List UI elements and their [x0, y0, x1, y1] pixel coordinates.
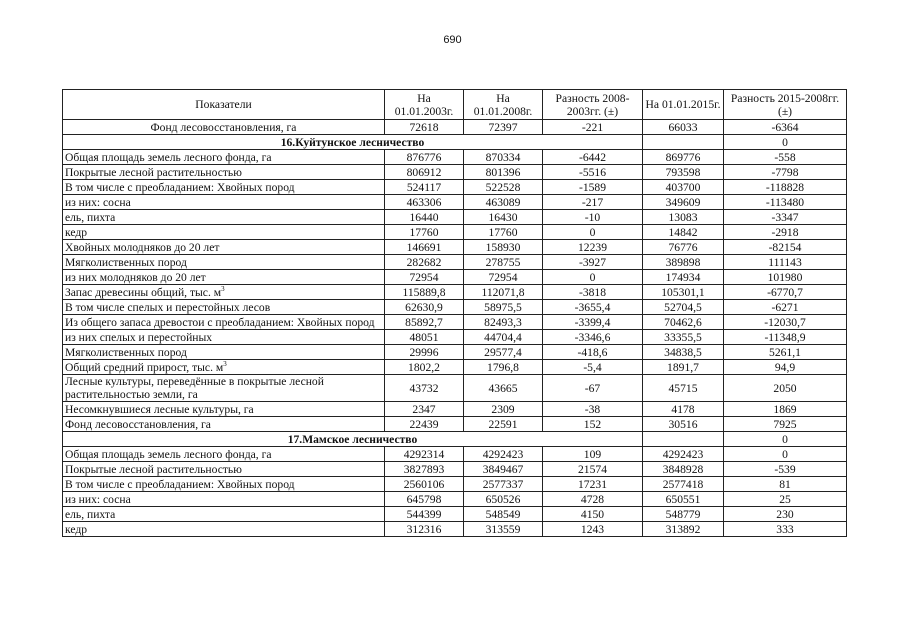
cell-diff-2015-2008: 94,9 [724, 360, 847, 375]
cell-diff-2008-2003: -5,4 [543, 360, 643, 375]
table-row [63, 285, 847, 300]
row-label [63, 375, 385, 402]
cell-2003: 544399 [385, 507, 464, 522]
cell-2008: 82493,3 [464, 315, 543, 330]
cell-2008: 650526 [464, 492, 543, 507]
cell-2015: 105301,1 [643, 285, 724, 300]
header-2008: На 01.01.2008г. [464, 90, 543, 120]
row-label-text: В том числе спелых и перестойных лесов [65, 300, 271, 314]
row-label [63, 360, 385, 375]
row-label-text: кедр [65, 522, 88, 536]
table-row [63, 507, 847, 522]
cell-2003: 22439 [385, 417, 464, 432]
cell-diff-2015-2008: 25 [724, 492, 847, 507]
row-label: Фонд лесовосстановления, га [63, 120, 385, 135]
row-label-text: Хвойных молодняков до 20 лет [65, 240, 220, 254]
cell-2008: 3849467 [464, 462, 543, 477]
cell-diff-2008-2003: 4728 [543, 492, 643, 507]
cell-2015: 76776 [643, 240, 724, 255]
row-label [63, 180, 385, 195]
cell-2003: 115889,8 [385, 285, 464, 300]
row-label [63, 330, 385, 345]
cell-diff-2015-2008: -118828 [724, 180, 847, 195]
cell-diff-2008-2003: -1589 [543, 180, 643, 195]
cell-2015: 13083 [643, 210, 724, 225]
cell-2015: 869776 [643, 150, 724, 165]
row-label [63, 507, 385, 522]
cell-diff-2015-2008: -82154 [724, 240, 847, 255]
cell-diff-2008-2003: 109 [543, 447, 643, 462]
row-label-text: Несомкнувшиеся лесные культуры, га [65, 402, 254, 416]
cell-2008: 463089 [464, 195, 543, 210]
cell-2015: 650551 [643, 492, 724, 507]
forest-fund-table [62, 89, 847, 537]
cell-diff-2008-2003: 152 [543, 417, 643, 432]
cell-2008: 72397 [464, 120, 543, 135]
cell-2008: 72954 [464, 270, 543, 285]
page-number: 690 [443, 34, 462, 46]
cell-2015: 34838,5 [643, 345, 724, 360]
cell-2008: 870334 [464, 150, 543, 165]
cell-2003: 312316 [385, 522, 464, 537]
header-indicators: Показатели [63, 90, 385, 120]
cell-diff-2008-2003: -3399,4 [543, 315, 643, 330]
cell-diff-2015-2008: -11348,9 [724, 330, 847, 345]
cell-diff-2008-2003: -3655,4 [543, 300, 643, 315]
cell-2003: 72954 [385, 270, 464, 285]
cell-diff-2015-2008: -6770,7 [724, 285, 847, 300]
cell-2008: 4292423 [464, 447, 543, 462]
table-row [63, 210, 847, 225]
cell-2015: 4178 [643, 402, 724, 417]
cell-diff-2015-2008: -539 [724, 462, 847, 477]
cell-2003: 17760 [385, 225, 464, 240]
cell-2008: 17760 [464, 225, 543, 240]
cell-2003: 29996 [385, 345, 464, 360]
cell-diff-2015-2008: 333 [724, 522, 847, 537]
cell-diff-2008-2003: -3927 [543, 255, 643, 270]
cell-2003: 876776 [385, 150, 464, 165]
cell-diff-2015-2008: 230 [724, 507, 847, 522]
row-label [63, 315, 385, 330]
unit-superscript: 3 [223, 359, 227, 368]
cell-diff-2008-2003: -3818 [543, 285, 643, 300]
cell-2015: 66033 [643, 120, 724, 135]
row-label-text: Запас древесины общий, тыс. м [65, 285, 222, 299]
section-title: 17.Мамское лесничество [63, 432, 643, 447]
cell-2015: 1891,7 [643, 360, 724, 375]
cell-diff-2008-2003: 17231 [543, 477, 643, 492]
cell-diff-2015-2008: 1869 [724, 402, 847, 417]
table-row [63, 120, 847, 135]
cell-2015: 14842 [643, 225, 724, 240]
cell-2015: 403700 [643, 180, 724, 195]
table-row [63, 345, 847, 360]
table-row [63, 225, 847, 240]
cell-diff-2015-2008: 0 [724, 432, 847, 447]
cell-diff-2015-2008: 0 [724, 447, 847, 462]
cell-diff-2008-2003: 0 [543, 225, 643, 240]
cell-diff-2008-2003: -217 [543, 195, 643, 210]
table-row [63, 375, 847, 402]
cell-2008: 278755 [464, 255, 543, 270]
cell-2008: 158930 [464, 240, 543, 255]
cell-2003: 463306 [385, 195, 464, 210]
row-label-text: Общий средний прирост, тыс. м [65, 360, 224, 374]
row-label [63, 285, 385, 300]
table-row [63, 417, 847, 432]
table-row [63, 300, 847, 315]
cell-2008: 29577,4 [464, 345, 543, 360]
cell-2003: 806912 [385, 165, 464, 180]
row-label-text: В том числе с преобладанием: Хвойных пород [65, 180, 295, 194]
cell-diff-2015-2008: 81 [724, 477, 847, 492]
cell-diff-2008-2003: -221 [543, 120, 643, 135]
cell-2015: 174934 [643, 270, 724, 285]
table-row [63, 270, 847, 285]
cell-diff-2015-2008: -6271 [724, 300, 847, 315]
cell-diff-2015-2008: 7925 [724, 417, 847, 432]
row-label-text: Лесные культуры, переведённые в покрытые лесной растительностью земли, га [65, 375, 324, 401]
cell-2008: 801396 [464, 165, 543, 180]
cell-2003: 4292314 [385, 447, 464, 462]
table-row [63, 522, 847, 537]
cell-2015: 52704,5 [643, 300, 724, 315]
cell-2003: 72618 [385, 120, 464, 135]
cell-2008: 522528 [464, 180, 543, 195]
table-row [63, 477, 847, 492]
row-label-text: Общая площадь земель лесного фонда, га [65, 150, 272, 164]
row-label [63, 270, 385, 285]
cell-diff-2008-2003: -67 [543, 375, 643, 402]
cell-2008: 16430 [464, 210, 543, 225]
row-label-text: кедр [65, 225, 88, 239]
row-label [63, 447, 385, 462]
row-label-text: Общая площадь земель лесного фонда, га [65, 447, 272, 461]
row-label-text: из них: сосна [65, 492, 131, 506]
cell-diff-2015-2008: -6364 [724, 120, 847, 135]
cell-diff-2015-2008: 0 [724, 135, 847, 150]
header-2015: На 01.01.2015г. [643, 90, 724, 120]
cell-2015: 793598 [643, 165, 724, 180]
row-label [63, 462, 385, 477]
table-row [63, 492, 847, 507]
cell-diff-2008-2003: -418,6 [543, 345, 643, 360]
row-label-text: из них молодняков до 20 лет [65, 270, 206, 284]
cell-2003: 282682 [385, 255, 464, 270]
cell-diff-2015-2008: 111143 [724, 255, 847, 270]
cell-diff-2015-2008: -2918 [724, 225, 847, 240]
cell-2015: 70462,6 [643, 315, 724, 330]
row-label-text: из них спелых и перестойных [65, 330, 213, 344]
cell-2015: 4292423 [643, 447, 724, 462]
cell-2008: 112071,8 [464, 285, 543, 300]
cell-2015: 2577418 [643, 477, 724, 492]
cell-2015 [643, 135, 724, 150]
cell-2008: 313559 [464, 522, 543, 537]
row-label [63, 255, 385, 270]
row-label [63, 417, 385, 432]
cell-2003: 524117 [385, 180, 464, 195]
table-row [63, 240, 847, 255]
table-header-row [63, 90, 847, 120]
row-label-text: из них: сосна [65, 195, 131, 209]
row-label-text: Мягколиственных пород [65, 255, 187, 269]
cell-diff-2008-2003: -6442 [543, 150, 643, 165]
row-label [63, 195, 385, 210]
table-row [63, 255, 847, 270]
cell-2003: 2347 [385, 402, 464, 417]
row-label [63, 522, 385, 537]
cell-2015: 33355,5 [643, 330, 724, 345]
row-label [63, 210, 385, 225]
cell-2008: 22591 [464, 417, 543, 432]
cell-2015 [643, 432, 724, 447]
row-label [63, 492, 385, 507]
cell-diff-2008-2003: -38 [543, 402, 643, 417]
cell-2015: 3848928 [643, 462, 724, 477]
section-header-row [63, 135, 847, 150]
header-diff-2008-2003: Разность 2008-2003гг. (±) [543, 90, 643, 120]
row-label-text: Покрытые лесной растительностью [65, 462, 242, 476]
cell-2008: 44704,4 [464, 330, 543, 345]
section-header-row [63, 432, 847, 447]
cell-2003: 1802,2 [385, 360, 464, 375]
cell-diff-2015-2008: -7798 [724, 165, 847, 180]
cell-2015: 313892 [643, 522, 724, 537]
cell-2008: 43665 [464, 375, 543, 402]
unit-superscript: 3 [221, 284, 225, 293]
row-label [63, 402, 385, 417]
cell-diff-2015-2008: -113480 [724, 195, 847, 210]
table-row [63, 195, 847, 210]
table-row [63, 360, 847, 375]
cell-2003: 146691 [385, 240, 464, 255]
row-label-text: В том числе с преобладанием: Хвойных пород [65, 477, 295, 491]
table-row [63, 315, 847, 330]
cell-2003: 645798 [385, 492, 464, 507]
cell-2015: 349609 [643, 195, 724, 210]
cell-diff-2015-2008: 101980 [724, 270, 847, 285]
cell-diff-2008-2003: 12239 [543, 240, 643, 255]
row-label [63, 225, 385, 240]
table-row [63, 150, 847, 165]
cell-diff-2015-2008: -558 [724, 150, 847, 165]
row-label [63, 345, 385, 360]
cell-2003: 16440 [385, 210, 464, 225]
table-row [63, 402, 847, 417]
row-label [63, 300, 385, 315]
row-label [63, 165, 385, 180]
cell-2003: 85892,7 [385, 315, 464, 330]
row-label-text: Покрытые лесной растительностью [65, 165, 242, 179]
cell-2015: 548779 [643, 507, 724, 522]
cell-2008: 58975,5 [464, 300, 543, 315]
cell-2008: 1796,8 [464, 360, 543, 375]
cell-diff-2015-2008: 2050 [724, 375, 847, 402]
header-2003: На 01.01.2003г. [385, 90, 464, 120]
cell-diff-2008-2003: 0 [543, 270, 643, 285]
cell-2003: 2560106 [385, 477, 464, 492]
cell-diff-2008-2003: -5516 [543, 165, 643, 180]
cell-2003: 62630,9 [385, 300, 464, 315]
cell-diff-2008-2003: -10 [543, 210, 643, 225]
cell-diff-2008-2003: 1243 [543, 522, 643, 537]
row-label-text: ель, пихта [65, 507, 116, 521]
cell-2015: 389898 [643, 255, 724, 270]
header-diff-2015-2008: Разность 2015-2008гг. (±) [724, 90, 847, 120]
row-label-text: Из общего запаса древостои с преобладанием: Хвойных пород [65, 315, 375, 329]
cell-diff-2008-2003: -3346,6 [543, 330, 643, 345]
cell-diff-2015-2008: 5261,1 [724, 345, 847, 360]
cell-diff-2015-2008: -3347 [724, 210, 847, 225]
table-row [63, 462, 847, 477]
row-label [63, 477, 385, 492]
row-label-text: Фонд лесовосстановления, га [65, 417, 211, 431]
cell-diff-2015-2008: -12030,7 [724, 315, 847, 330]
cell-2008: 2309 [464, 402, 543, 417]
cell-2015: 30516 [643, 417, 724, 432]
cell-2015: 45715 [643, 375, 724, 402]
table-row [63, 330, 847, 345]
table-row [63, 447, 847, 462]
section-title: 16.Куйтунское лесничество [63, 135, 643, 150]
cell-2008: 2577337 [464, 477, 543, 492]
cell-2003: 43732 [385, 375, 464, 402]
row-label [63, 240, 385, 255]
cell-2003: 3827893 [385, 462, 464, 477]
row-label [63, 150, 385, 165]
table-row [63, 180, 847, 195]
cell-diff-2008-2003: 4150 [543, 507, 643, 522]
table-row [63, 165, 847, 180]
row-label-text: Мягколиственных пород [65, 345, 187, 359]
cell-2008: 548549 [464, 507, 543, 522]
cell-2003: 48051 [385, 330, 464, 345]
row-label-text: ель, пихта [65, 210, 116, 224]
cell-diff-2008-2003: 21574 [543, 462, 643, 477]
